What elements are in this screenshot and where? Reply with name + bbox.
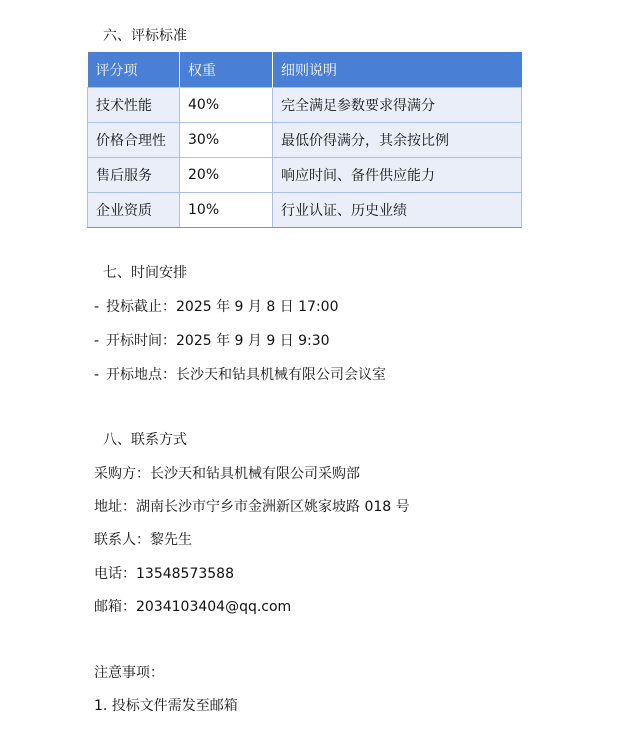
contact-address: 地址：湖南长沙市宁乡市金洲新区姚家坡路 018 号 [94, 499, 410, 515]
table-cell-details: 响应时间、备件供应能力 [273, 158, 522, 193]
contact-heading: 八、联系方式 [103, 432, 187, 448]
table-cell-item: 价格合理性 [88, 123, 180, 158]
schedule-item-deadline [94, 298, 339, 316]
table-cell-item: 企业资质 [88, 193, 180, 228]
contact-phone: 电话：13548573588 [94, 566, 234, 582]
schedule-item-location [94, 366, 386, 384]
table-cell-details: 完全满足参数要求得满分 [273, 88, 522, 123]
contact-buyer: 采购方：长沙天和钻具机械有限公司采购部 [94, 466, 360, 482]
list-dash: - [94, 333, 100, 349]
table-cell-item: 技术性能 [88, 88, 180, 123]
schedule-text: 开标地点：长沙天和钻具机械有限公司会议室 [106, 367, 386, 383]
table-cell-weight: 30% [180, 123, 273, 158]
table-row [88, 193, 522, 228]
schedule-item-opening-time [94, 332, 330, 350]
notes-title: 注意事项： [94, 665, 164, 681]
eval-criteria-heading: 六、评标标准 [103, 28, 187, 44]
table-row [88, 123, 522, 158]
table-header-weight: 权重 [180, 52, 273, 88]
table-row [88, 158, 522, 193]
contact-email: 邮箱：2034103404@qq.com [94, 599, 292, 615]
table-cell-weight: 40% [180, 88, 273, 123]
notes-item: 1. 投标文件需发至邮箱 [94, 698, 238, 714]
scoring-table [87, 52, 522, 228]
schedule-text: 开标时间：2025 年 9 月 9 日 9:30 [106, 333, 330, 349]
list-dash: - [94, 299, 100, 315]
table-cell-item: 售后服务 [88, 158, 180, 193]
table-cell-details: 最低价得满分，其余按比例 [273, 123, 522, 158]
table-cell-details: 行业认证、历史业绩 [273, 193, 522, 228]
table-cell-weight: 10% [180, 193, 273, 228]
table-cell-weight: 20% [180, 158, 273, 193]
schedule-text: 投标截止：2025 年 9 月 8 日 17:00 [106, 299, 339, 315]
contact-person: 联系人：黎先生 [94, 532, 192, 548]
table-header-item: 评分项 [88, 52, 180, 88]
table-header-details: 细则说明 [273, 52, 522, 88]
table-row [88, 88, 522, 123]
list-dash: - [94, 367, 100, 383]
table-header-row [88, 52, 522, 88]
schedule-heading: 七、时间安排 [103, 265, 187, 281]
